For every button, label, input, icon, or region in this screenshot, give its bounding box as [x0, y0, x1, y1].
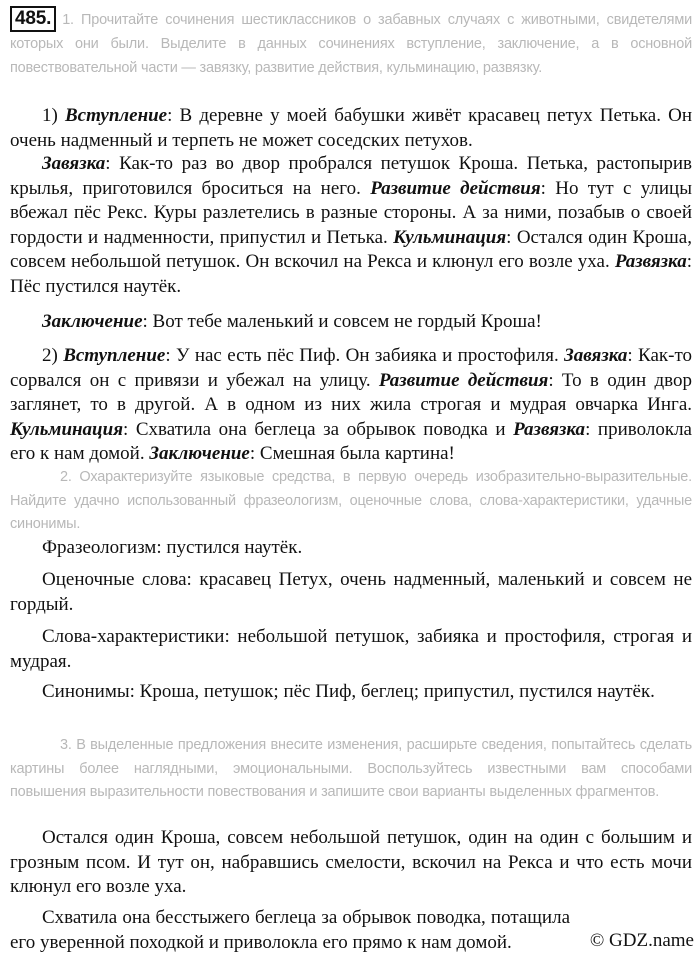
- exercise-number: 485.: [10, 6, 56, 32]
- task-3-instruction: 3. В выделенные предложения внесите изменения, расширьте сведения, попытайтесь сделать картины более наглядными, эмоциональными. Воспользуйтесь известными вам способами повышения выразительности повествования и запишите свои варианты выделенных фрагментов.: [10, 737, 692, 800]
- text-run: : У нас есть пёс Пиф. Он забияка и простофиля.: [165, 345, 565, 366]
- text-run: 1): [42, 105, 65, 126]
- text-run: 2): [42, 345, 64, 366]
- text-run: : Схватила она беглеца за обрывок поводка и: [122, 418, 514, 440]
- section-label: Завязка: [42, 153, 106, 174]
- section-label: Развязка: [513, 418, 586, 440]
- section-label: Кульминация: [393, 226, 507, 248]
- essay1-para: [10, 152, 692, 299]
- task-2-instruction: 2. Охарактеризуйте языковые средства, в первую очередь изобразительно-выразительные. Найдите удачно использованный фразеологизм, оценочные слова, слова-характеристики, удачные синонимы.: [10, 469, 692, 532]
- answer-synonyms: Синонимы: Кроша, петушок; пёс Пиф, беглец; припустил, пустился наутёк.: [42, 681, 655, 702]
- section-label: Вступление: [63, 345, 166, 366]
- text-run: : В деревне у моей бабушки живёт красавец петух Петька. Он очень надменный и терпеть не может соседских петухов.: [10, 105, 692, 151]
- text-run: : приволокла его к нам домой.: [10, 418, 692, 464]
- section-label: Вступление: [64, 105, 168, 126]
- answer-rewrite-2: Схватила она бесстыжего беглеца за обрывок поводка, потащила его уверенной походкой и приволокла его прямо к нам домой.: [10, 907, 570, 953]
- essay1-para: [10, 104, 692, 153]
- text-run: : Пёс пустился наутёк.: [10, 251, 692, 297]
- text-run: : Смешная была картина!: [249, 443, 455, 464]
- text-run: : Вот тебе маленький и совсем не гордый Кроша!: [142, 311, 542, 332]
- watermark: © GDZ.name: [589, 930, 694, 951]
- task-1-text: 1. Прочитайте сочинения шестиклассников о забавных случаях с животными, свидетелями которых они были. Выделите в данных сочинениях вступление, заключение, а в основной повествовательной части — завязку, развитие действия, кульминацию, развязку.: [10, 12, 692, 76]
- section-label: Развитие действия: [370, 177, 541, 199]
- essay2-para: [10, 344, 692, 467]
- text-run: : Но тут с улицы вбежал пёс Рекс. Куры разлетелись в разные стороны. А за ними, позабыв о своей гордости и надменности, припустил и Петька.: [10, 177, 692, 248]
- text-run: : Как-то сорвался он с привязи и убежал на улицу.: [10, 345, 693, 391]
- task-1-instruction: [10, 6, 692, 80]
- answer-phraseologism: Фразеологизм: пустился наутёк.: [42, 537, 303, 558]
- text-run: : Остался один Кроша, совсем небольшой петушок. Он вскочил на Рекса и клюнул его возле уха.: [10, 226, 692, 272]
- section-label: Заключение: [42, 311, 143, 332]
- essay1-para: [10, 310, 692, 335]
- text-run: : Как-то раз во двор пробрался петушок Кроша. Петька, растопырив крылья, приготовился броситься на него.: [10, 153, 692, 199]
- section-label: Заключение: [149, 443, 250, 464]
- section-label: Завязка: [564, 345, 628, 366]
- answer-characteristic-words: Слова-характеристики: небольшой петушок, забияка и простофиля, строгая и мудрая.: [10, 626, 692, 672]
- answer-rewrite-1: Остался один Кроша, совсем небольшой петушок, один на один с большим и грозным псом. И тут он, набравшись смелости, вскочил на Рекса и что есть мочи клюнул его возле уха.: [10, 827, 692, 897]
- section-label: Развязка: [614, 251, 687, 272]
- answer-evaluative-words: Оценочные слова: красавец Петух, очень надменный, маленький и совсем не гордый.: [10, 569, 692, 615]
- section-label: Кульминация: [10, 418, 123, 440]
- text-run: : То в один двор заглянет, то в другой. А в одном из них жила строгая и мудрая овчарка Инга.: [10, 369, 692, 415]
- section-label: Развитие действия: [378, 369, 549, 391]
